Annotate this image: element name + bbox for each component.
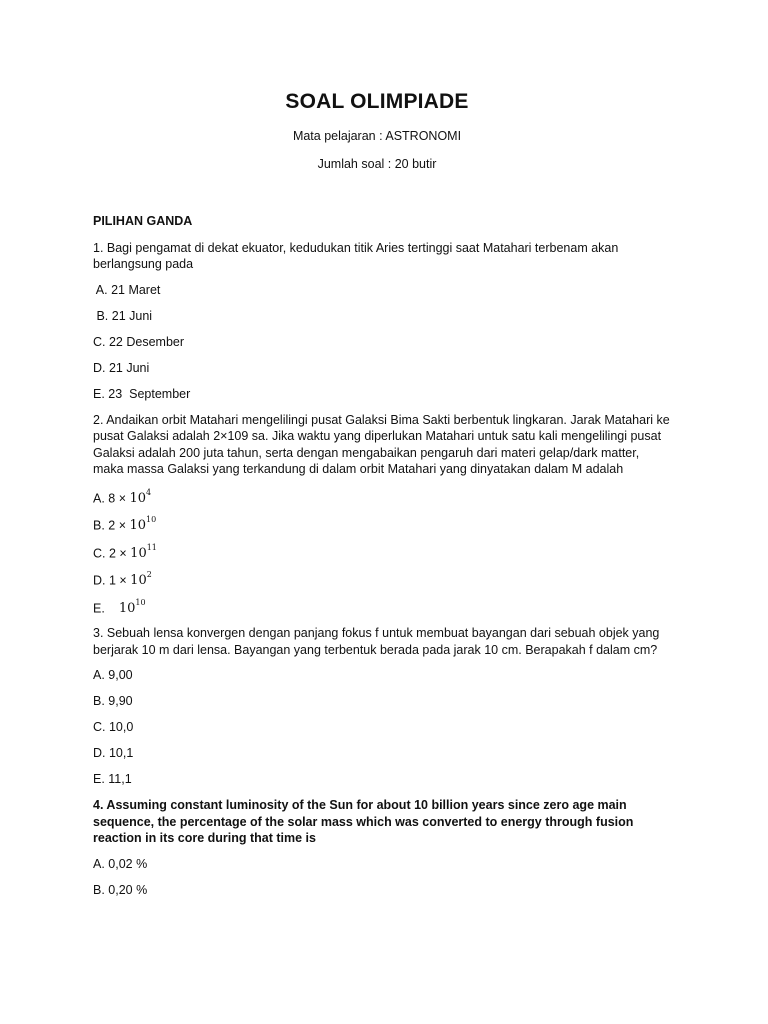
option-prefix: B. 2 ×	[93, 518, 130, 533]
subject-line: Mata pelajaran : ASTRONOMI	[292, 129, 462, 143]
document-body	[93, 213, 673, 908]
question-1-option-e: E. 23 September	[93, 386, 191, 401]
power-exponent: 10	[146, 515, 157, 524]
power-exponent: 10	[135, 597, 146, 607]
question-3-option-c: C. 10,0	[93, 720, 134, 734]
power-base: 10	[118, 600, 136, 616]
question-2-option-b	[93, 514, 673, 534]
question-1-option-c: C. 22 Desember	[93, 334, 185, 349]
option-prefix: C. 2 ×	[93, 545, 131, 560]
power-of-ten	[130, 570, 152, 589]
power-of-ten	[129, 515, 157, 534]
power-base: 10	[130, 573, 147, 589]
power-base: 10	[129, 518, 147, 534]
power-base: 10	[130, 545, 147, 561]
option-prefix: A. 8 ×	[93, 490, 130, 505]
question-2-text: 2. Andaikan orbit Matahari mengelilingi pusat Galaksi Bima Sakti berbentuk lingkaran. Jarak Matahari ke pusat Galaksi adalah 2×109 sa. Jika waktu yang diperlukan Matahari untuk satu kali mengelilingi pusat Galaksi adalah 200 juta tahun, serta dengan mengabaikan pengaruh dari materi gelap/dark matter, maka massa Galaksi yang terkandung di dalam orbit Matahari yang dinyatakan dalam M adalah	[93, 412, 670, 476]
question-3-option-e: E. 11,1	[93, 772, 132, 786]
power-exponent: 11	[146, 542, 157, 552]
question-2-option-d	[93, 569, 673, 589]
question-4-option-a: A. 0,02 %	[93, 856, 148, 871]
question-3-option-b: B. 9,90	[93, 694, 133, 708]
power-exponent: 4	[146, 487, 152, 497]
power-base: 10	[129, 490, 147, 506]
option-prefix: D. 1 ×	[93, 573, 131, 588]
page-title: SOAL OLIMPIADE	[285, 90, 469, 113]
question-1-option-a: A. 21 Maret	[93, 282, 161, 297]
power-of-ten	[130, 542, 157, 561]
question-2-option-c	[93, 542, 673, 559]
question-3-text: 3. Sebuah lensa konvergen dengan panjang fokus f untuk membuat bayangan dari sebuah objek yang berjarak 10 m dari lensa. Bayangan yang terbentuk berada pada jarak 10 cm. Berapakah f dalam cm?	[93, 626, 660, 657]
power-of-ten	[129, 487, 152, 506]
question-count-line: Jumlah soal : 20 butir	[317, 157, 437, 171]
question-3-option-a: A. 9,00	[93, 668, 133, 682]
question-1-option-b: B. 21 Juni	[93, 308, 153, 323]
question-2-option-a	[93, 487, 673, 504]
question-4-text: 4. Assuming constant luminosity of the Sun for about 10 billion years since zero age main sequence, the percentage of the solar mass which was converted to energy through fusion reaction in its core during that time is	[93, 798, 634, 845]
question-2-option-e	[93, 597, 673, 614]
power-exponent: 2	[146, 570, 152, 579]
question-1-option-d: D. 21 Juni	[93, 360, 150, 375]
question-1-text: 1. Bagi pengamat di dekat ekuator, kedudukan titik Aries tertinggi saat Matahari terbenam akan berlangsung pada	[93, 240, 619, 271]
option-prefix: E.	[93, 600, 105, 615]
question-4-option-b: B. 0,20 %	[93, 882, 148, 897]
question-3-option-d: D. 10,1	[93, 746, 134, 760]
power-of-ten	[118, 597, 146, 616]
section-heading: PILIHAN GANDA	[93, 214, 193, 228]
